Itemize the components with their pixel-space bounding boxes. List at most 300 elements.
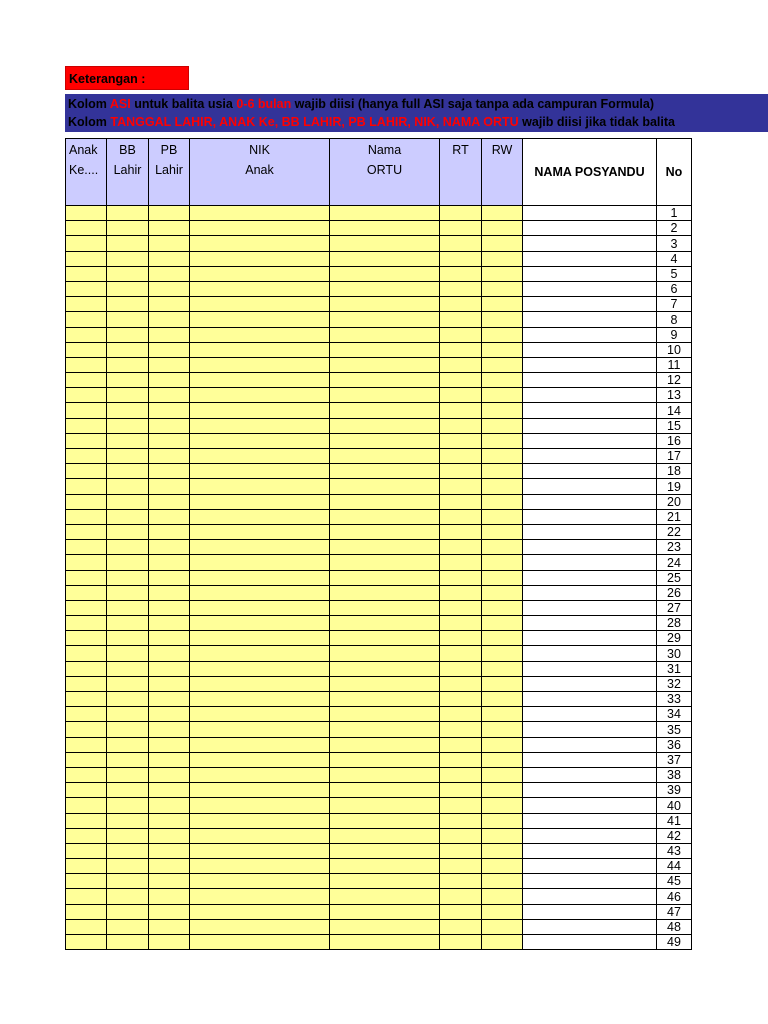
cell-pb-lahir[interactable] xyxy=(149,631,190,646)
cell-nik-anak[interactable] xyxy=(190,783,330,798)
cell-anak-ke[interactable] xyxy=(66,464,107,479)
cell-rt[interactable] xyxy=(440,509,482,524)
cell-nama-ortu[interactable] xyxy=(330,661,440,676)
cell-anak-ke[interactable] xyxy=(66,676,107,691)
cell-anak-ke[interactable] xyxy=(66,433,107,448)
cell-nik-anak[interactable] xyxy=(190,312,330,327)
cell-nama-posyandu[interactable] xyxy=(523,494,657,509)
cell-rw[interactable] xyxy=(482,221,523,236)
cell-nama-posyandu[interactable] xyxy=(523,281,657,296)
cell-nik-anak[interactable] xyxy=(190,327,330,342)
cell-bb-lahir[interactable] xyxy=(107,646,149,661)
cell-rt[interactable] xyxy=(440,874,482,889)
cell-rt[interactable] xyxy=(440,281,482,296)
cell-rw[interactable] xyxy=(482,616,523,631)
cell-pb-lahir[interactable] xyxy=(149,236,190,251)
cell-nama-ortu[interactable] xyxy=(330,251,440,266)
cell-nik-anak[interactable] xyxy=(190,692,330,707)
cell-pb-lahir[interactable] xyxy=(149,479,190,494)
cell-pb-lahir[interactable] xyxy=(149,221,190,236)
cell-anak-ke[interactable] xyxy=(66,904,107,919)
cell-nama-ortu[interactable] xyxy=(330,935,440,950)
cell-nama-ortu[interactable] xyxy=(330,843,440,858)
cell-rt[interactable] xyxy=(440,737,482,752)
cell-pb-lahir[interactable] xyxy=(149,889,190,904)
cell-nama-posyandu[interactable] xyxy=(523,357,657,372)
cell-nama-posyandu[interactable] xyxy=(523,540,657,555)
cell-nama-ortu[interactable] xyxy=(330,236,440,251)
cell-anak-ke[interactable] xyxy=(66,403,107,418)
cell-nama-posyandu[interactable] xyxy=(523,631,657,646)
cell-anak-ke[interactable] xyxy=(66,828,107,843)
cell-rw[interactable] xyxy=(482,464,523,479)
cell-anak-ke[interactable] xyxy=(66,509,107,524)
cell-bb-lahir[interactable] xyxy=(107,206,149,221)
cell-rw[interactable] xyxy=(482,798,523,813)
cell-nama-posyandu[interactable] xyxy=(523,722,657,737)
cell-rw[interactable] xyxy=(482,206,523,221)
cell-nama-ortu[interactable] xyxy=(330,828,440,843)
cell-nama-posyandu[interactable] xyxy=(523,221,657,236)
cell-nama-posyandu[interactable] xyxy=(523,206,657,221)
cell-nik-anak[interactable] xyxy=(190,798,330,813)
cell-nama-posyandu[interactable] xyxy=(523,676,657,691)
cell-rw[interactable] xyxy=(482,555,523,570)
cell-bb-lahir[interactable] xyxy=(107,661,149,676)
cell-bb-lahir[interactable] xyxy=(107,600,149,615)
cell-rt[interactable] xyxy=(440,342,482,357)
cell-pb-lahir[interactable] xyxy=(149,251,190,266)
cell-rt[interactable] xyxy=(440,767,482,782)
cell-anak-ke[interactable] xyxy=(66,540,107,555)
cell-rw[interactable] xyxy=(482,935,523,950)
cell-rw[interactable] xyxy=(482,722,523,737)
cell-nik-anak[interactable] xyxy=(190,646,330,661)
cell-pb-lahir[interactable] xyxy=(149,828,190,843)
cell-anak-ke[interactable] xyxy=(66,646,107,661)
cell-pb-lahir[interactable] xyxy=(149,692,190,707)
cell-pb-lahir[interactable] xyxy=(149,388,190,403)
cell-rw[interactable] xyxy=(482,600,523,615)
cell-bb-lahir[interactable] xyxy=(107,388,149,403)
cell-anak-ke[interactable] xyxy=(66,722,107,737)
cell-rw[interactable] xyxy=(482,737,523,752)
cell-pb-lahir[interactable] xyxy=(149,676,190,691)
cell-bb-lahir[interactable] xyxy=(107,737,149,752)
cell-rw[interactable] xyxy=(482,843,523,858)
cell-nama-posyandu[interactable] xyxy=(523,616,657,631)
cell-rt[interactable] xyxy=(440,752,482,767)
cell-nama-posyandu[interactable] xyxy=(523,509,657,524)
cell-nama-ortu[interactable] xyxy=(330,904,440,919)
cell-nama-posyandu[interactable] xyxy=(523,904,657,919)
cell-nik-anak[interactable] xyxy=(190,373,330,388)
cell-nik-anak[interactable] xyxy=(190,509,330,524)
cell-rt[interactable] xyxy=(440,692,482,707)
cell-nik-anak[interactable] xyxy=(190,555,330,570)
cell-rt[interactable] xyxy=(440,707,482,722)
cell-rt[interactable] xyxy=(440,631,482,646)
cell-rw[interactable] xyxy=(482,342,523,357)
cell-anak-ke[interactable] xyxy=(66,281,107,296)
cell-bb-lahir[interactable] xyxy=(107,281,149,296)
cell-nik-anak[interactable] xyxy=(190,676,330,691)
cell-pb-lahir[interactable] xyxy=(149,722,190,737)
cell-nama-ortu[interactable] xyxy=(330,752,440,767)
cell-nama-posyandu[interactable] xyxy=(523,935,657,950)
cell-rt[interactable] xyxy=(440,585,482,600)
cell-rw[interactable] xyxy=(482,889,523,904)
cell-bb-lahir[interactable] xyxy=(107,464,149,479)
cell-nama-ortu[interactable] xyxy=(330,281,440,296)
cell-nama-ortu[interactable] xyxy=(330,433,440,448)
cell-rw[interactable] xyxy=(482,783,523,798)
cell-nama-ortu[interactable] xyxy=(330,616,440,631)
cell-rt[interactable] xyxy=(440,828,482,843)
cell-nama-ortu[interactable] xyxy=(330,266,440,281)
cell-nama-posyandu[interactable] xyxy=(523,813,657,828)
cell-rw[interactable] xyxy=(482,281,523,296)
cell-nama-posyandu[interactable] xyxy=(523,403,657,418)
cell-pb-lahir[interactable] xyxy=(149,464,190,479)
cell-nama-ortu[interactable] xyxy=(330,813,440,828)
cell-anak-ke[interactable] xyxy=(66,297,107,312)
cell-nama-posyandu[interactable] xyxy=(523,297,657,312)
cell-pb-lahir[interactable] xyxy=(149,206,190,221)
cell-rt[interactable] xyxy=(440,464,482,479)
cell-rw[interactable] xyxy=(482,904,523,919)
cell-rw[interactable] xyxy=(482,707,523,722)
cell-nama-posyandu[interactable] xyxy=(523,874,657,889)
cell-pb-lahir[interactable] xyxy=(149,767,190,782)
cell-bb-lahir[interactable] xyxy=(107,919,149,934)
cell-pb-lahir[interactable] xyxy=(149,509,190,524)
cell-nama-posyandu[interactable] xyxy=(523,388,657,403)
cell-rw[interactable] xyxy=(482,418,523,433)
cell-rw[interactable] xyxy=(482,874,523,889)
cell-anak-ke[interactable] xyxy=(66,524,107,539)
cell-pb-lahir[interactable] xyxy=(149,403,190,418)
cell-nama-ortu[interactable] xyxy=(330,342,440,357)
cell-rw[interactable] xyxy=(482,266,523,281)
cell-anak-ke[interactable] xyxy=(66,312,107,327)
cell-rt[interactable] xyxy=(440,616,482,631)
cell-nama-ortu[interactable] xyxy=(330,570,440,585)
cell-nama-posyandu[interactable] xyxy=(523,373,657,388)
cell-pb-lahir[interactable] xyxy=(149,919,190,934)
cell-rw[interactable] xyxy=(482,312,523,327)
cell-anak-ke[interactable] xyxy=(66,843,107,858)
cell-nama-posyandu[interactable] xyxy=(523,555,657,570)
cell-pb-lahir[interactable] xyxy=(149,752,190,767)
cell-nama-ortu[interactable] xyxy=(330,221,440,236)
cell-anak-ke[interactable] xyxy=(66,357,107,372)
cell-nik-anak[interactable] xyxy=(190,494,330,509)
cell-rw[interactable] xyxy=(482,631,523,646)
cell-pb-lahir[interactable] xyxy=(149,783,190,798)
cell-anak-ke[interactable] xyxy=(66,692,107,707)
cell-nik-anak[interactable] xyxy=(190,600,330,615)
cell-bb-lahir[interactable] xyxy=(107,783,149,798)
cell-anak-ke[interactable] xyxy=(66,206,107,221)
cell-rt[interactable] xyxy=(440,449,482,464)
cell-rw[interactable] xyxy=(482,767,523,782)
cell-nama-posyandu[interactable] xyxy=(523,433,657,448)
cell-nik-anak[interactable] xyxy=(190,813,330,828)
cell-rt[interactable] xyxy=(440,236,482,251)
cell-nik-anak[interactable] xyxy=(190,722,330,737)
cell-pb-lahir[interactable] xyxy=(149,859,190,874)
cell-pb-lahir[interactable] xyxy=(149,874,190,889)
cell-anak-ke[interactable] xyxy=(66,661,107,676)
cell-anak-ke[interactable] xyxy=(66,767,107,782)
cell-rt[interactable] xyxy=(440,722,482,737)
cell-pb-lahir[interactable] xyxy=(149,570,190,585)
cell-nik-anak[interactable] xyxy=(190,767,330,782)
cell-pb-lahir[interactable] xyxy=(149,297,190,312)
cell-anak-ke[interactable] xyxy=(66,859,107,874)
cell-nama-ortu[interactable] xyxy=(330,600,440,615)
cell-nama-posyandu[interactable] xyxy=(523,661,657,676)
cell-bb-lahir[interactable] xyxy=(107,312,149,327)
cell-nama-posyandu[interactable] xyxy=(523,859,657,874)
cell-rw[interactable] xyxy=(482,327,523,342)
cell-rw[interactable] xyxy=(482,236,523,251)
cell-nama-posyandu[interactable] xyxy=(523,707,657,722)
cell-rt[interactable] xyxy=(440,555,482,570)
cell-rw[interactable] xyxy=(482,297,523,312)
cell-bb-lahir[interactable] xyxy=(107,935,149,950)
cell-rt[interactable] xyxy=(440,540,482,555)
cell-rt[interactable] xyxy=(440,813,482,828)
cell-nik-anak[interactable] xyxy=(190,281,330,296)
cell-nama-posyandu[interactable] xyxy=(523,479,657,494)
cell-nik-anak[interactable] xyxy=(190,828,330,843)
cell-nama-posyandu[interactable] xyxy=(523,570,657,585)
cell-bb-lahir[interactable] xyxy=(107,570,149,585)
cell-rw[interactable] xyxy=(482,524,523,539)
cell-pb-lahir[interactable] xyxy=(149,646,190,661)
cell-pb-lahir[interactable] xyxy=(149,357,190,372)
cell-nama-ortu[interactable] xyxy=(330,859,440,874)
cell-rw[interactable] xyxy=(482,752,523,767)
cell-anak-ke[interactable] xyxy=(66,555,107,570)
cell-pb-lahir[interactable] xyxy=(149,266,190,281)
cell-bb-lahir[interactable] xyxy=(107,509,149,524)
cell-nik-anak[interactable] xyxy=(190,251,330,266)
cell-anak-ke[interactable] xyxy=(66,707,107,722)
cell-bb-lahir[interactable] xyxy=(107,297,149,312)
cell-bb-lahir[interactable] xyxy=(107,524,149,539)
cell-nama-ortu[interactable] xyxy=(330,449,440,464)
cell-nama-ortu[interactable] xyxy=(330,509,440,524)
cell-bb-lahir[interactable] xyxy=(107,631,149,646)
cell-rt[interactable] xyxy=(440,524,482,539)
cell-rt[interactable] xyxy=(440,266,482,281)
cell-anak-ke[interactable] xyxy=(66,570,107,585)
cell-nama-posyandu[interactable] xyxy=(523,767,657,782)
cell-pb-lahir[interactable] xyxy=(149,843,190,858)
cell-nama-ortu[interactable] xyxy=(330,297,440,312)
cell-anak-ke[interactable] xyxy=(66,737,107,752)
cell-nama-posyandu[interactable] xyxy=(523,737,657,752)
cell-nik-anak[interactable] xyxy=(190,707,330,722)
cell-nama-posyandu[interactable] xyxy=(523,236,657,251)
cell-anak-ke[interactable] xyxy=(66,813,107,828)
cell-nik-anak[interactable] xyxy=(190,479,330,494)
cell-rt[interactable] xyxy=(440,570,482,585)
cell-nama-posyandu[interactable] xyxy=(523,828,657,843)
cell-rw[interactable] xyxy=(482,403,523,418)
cell-nama-ortu[interactable] xyxy=(330,585,440,600)
cell-nik-anak[interactable] xyxy=(190,874,330,889)
cell-anak-ke[interactable] xyxy=(66,874,107,889)
cell-rt[interactable] xyxy=(440,357,482,372)
cell-rw[interactable] xyxy=(482,357,523,372)
cell-anak-ke[interactable] xyxy=(66,221,107,236)
cell-nama-ortu[interactable] xyxy=(330,707,440,722)
cell-rw[interactable] xyxy=(482,570,523,585)
cell-pb-lahir[interactable] xyxy=(149,342,190,357)
cell-anak-ke[interactable] xyxy=(66,236,107,251)
cell-bb-lahir[interactable] xyxy=(107,813,149,828)
cell-pb-lahir[interactable] xyxy=(149,418,190,433)
cell-nama-posyandu[interactable] xyxy=(523,327,657,342)
cell-nama-posyandu[interactable] xyxy=(523,585,657,600)
cell-anak-ke[interactable] xyxy=(66,585,107,600)
cell-bb-lahir[interactable] xyxy=(107,540,149,555)
cell-nik-anak[interactable] xyxy=(190,342,330,357)
cell-anak-ke[interactable] xyxy=(66,798,107,813)
cell-nik-anak[interactable] xyxy=(190,935,330,950)
cell-anak-ke[interactable] xyxy=(66,418,107,433)
cell-rt[interactable] xyxy=(440,889,482,904)
cell-bb-lahir[interactable] xyxy=(107,828,149,843)
cell-nama-ortu[interactable] xyxy=(330,418,440,433)
cell-bb-lahir[interactable] xyxy=(107,373,149,388)
cell-pb-lahir[interactable] xyxy=(149,798,190,813)
cell-rw[interactable] xyxy=(482,585,523,600)
cell-bb-lahir[interactable] xyxy=(107,236,149,251)
cell-nama-ortu[interactable] xyxy=(330,555,440,570)
cell-rw[interactable] xyxy=(482,479,523,494)
cell-anak-ke[interactable] xyxy=(66,494,107,509)
cell-bb-lahir[interactable] xyxy=(107,266,149,281)
cell-pb-lahir[interactable] xyxy=(149,327,190,342)
cell-pb-lahir[interactable] xyxy=(149,540,190,555)
cell-bb-lahir[interactable] xyxy=(107,585,149,600)
cell-bb-lahir[interactable] xyxy=(107,357,149,372)
cell-pb-lahir[interactable] xyxy=(149,494,190,509)
cell-pb-lahir[interactable] xyxy=(149,585,190,600)
cell-anak-ke[interactable] xyxy=(66,783,107,798)
cell-nama-ortu[interactable] xyxy=(330,357,440,372)
cell-nik-anak[interactable] xyxy=(190,889,330,904)
cell-nama-ortu[interactable] xyxy=(330,692,440,707)
cell-nik-anak[interactable] xyxy=(190,464,330,479)
cell-bb-lahir[interactable] xyxy=(107,327,149,342)
cell-anak-ke[interactable] xyxy=(66,251,107,266)
cell-rw[interactable] xyxy=(482,433,523,448)
cell-nama-ortu[interactable] xyxy=(330,464,440,479)
cell-bb-lahir[interactable] xyxy=(107,616,149,631)
cell-anak-ke[interactable] xyxy=(66,388,107,403)
cell-nama-ortu[interactable] xyxy=(330,388,440,403)
cell-nama-ortu[interactable] xyxy=(330,403,440,418)
cell-pb-lahir[interactable] xyxy=(149,373,190,388)
cell-nama-ortu[interactable] xyxy=(330,540,440,555)
cell-bb-lahir[interactable] xyxy=(107,403,149,418)
cell-rw[interactable] xyxy=(482,540,523,555)
cell-nama-ortu[interactable] xyxy=(330,798,440,813)
cell-rt[interactable] xyxy=(440,388,482,403)
cell-nik-anak[interactable] xyxy=(190,357,330,372)
cell-nama-ortu[interactable] xyxy=(330,524,440,539)
cell-nik-anak[interactable] xyxy=(190,388,330,403)
cell-nik-anak[interactable] xyxy=(190,661,330,676)
cell-pb-lahir[interactable] xyxy=(149,433,190,448)
cell-nama-posyandu[interactable] xyxy=(523,342,657,357)
cell-nama-ortu[interactable] xyxy=(330,631,440,646)
cell-nama-ortu[interactable] xyxy=(330,767,440,782)
cell-nik-anak[interactable] xyxy=(190,631,330,646)
cell-rt[interactable] xyxy=(440,798,482,813)
cell-nik-anak[interactable] xyxy=(190,236,330,251)
cell-bb-lahir[interactable] xyxy=(107,767,149,782)
cell-nik-anak[interactable] xyxy=(190,919,330,934)
cell-rt[interactable] xyxy=(440,783,482,798)
cell-rw[interactable] xyxy=(482,859,523,874)
cell-rw[interactable] xyxy=(482,449,523,464)
cell-nik-anak[interactable] xyxy=(190,297,330,312)
cell-bb-lahir[interactable] xyxy=(107,707,149,722)
cell-nik-anak[interactable] xyxy=(190,206,330,221)
cell-bb-lahir[interactable] xyxy=(107,859,149,874)
cell-rw[interactable] xyxy=(482,494,523,509)
cell-pb-lahir[interactable] xyxy=(149,600,190,615)
cell-nik-anak[interactable] xyxy=(190,904,330,919)
cell-rw[interactable] xyxy=(482,828,523,843)
cell-rt[interactable] xyxy=(440,403,482,418)
cell-rw[interactable] xyxy=(482,509,523,524)
cell-nama-ortu[interactable] xyxy=(330,919,440,934)
cell-nik-anak[interactable] xyxy=(190,570,330,585)
cell-anak-ke[interactable] xyxy=(66,919,107,934)
cell-rt[interactable] xyxy=(440,904,482,919)
cell-anak-ke[interactable] xyxy=(66,600,107,615)
cell-rt[interactable] xyxy=(440,859,482,874)
cell-nama-ortu[interactable] xyxy=(330,889,440,904)
cell-anak-ke[interactable] xyxy=(66,266,107,281)
cell-nik-anak[interactable] xyxy=(190,540,330,555)
cell-rt[interactable] xyxy=(440,433,482,448)
cell-rt[interactable] xyxy=(440,327,482,342)
cell-pb-lahir[interactable] xyxy=(149,904,190,919)
cell-nama-ortu[interactable] xyxy=(330,373,440,388)
cell-nik-anak[interactable] xyxy=(190,403,330,418)
cell-nama-posyandu[interactable] xyxy=(523,919,657,934)
cell-rt[interactable] xyxy=(440,251,482,266)
cell-nama-posyandu[interactable] xyxy=(523,524,657,539)
cell-nama-ortu[interactable] xyxy=(330,722,440,737)
cell-rt[interactable] xyxy=(440,373,482,388)
cell-nik-anak[interactable] xyxy=(190,737,330,752)
cell-rt[interactable] xyxy=(440,494,482,509)
cell-rt[interactable] xyxy=(440,479,482,494)
cell-bb-lahir[interactable] xyxy=(107,251,149,266)
cell-nama-posyandu[interactable] xyxy=(523,889,657,904)
cell-rw[interactable] xyxy=(482,692,523,707)
